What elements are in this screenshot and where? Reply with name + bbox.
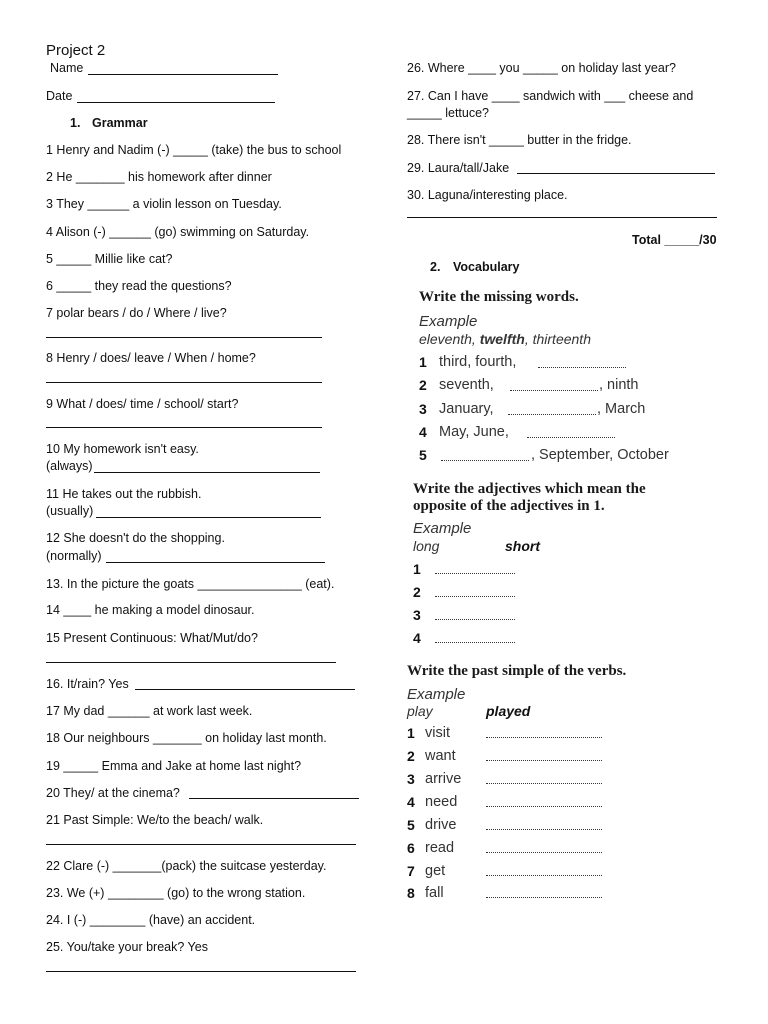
question-10: 10 My homework isn't easy. — [46, 442, 199, 456]
question-11: 11 He takes out the rubbish. — [46, 487, 202, 501]
name-label: Name — [50, 61, 84, 75]
ex3-blank-6[interactable] — [486, 852, 602, 853]
ex2-num-3: 3 — [413, 607, 421, 623]
exercise-2-example-answer: short — [505, 538, 540, 554]
ex2-num-2: 2 — [413, 584, 421, 600]
ex2-num-1: 1 — [413, 561, 421, 577]
answer-line-11[interactable] — [96, 517, 321, 518]
question-14: 14 ____ he making a model dinosaur. — [46, 603, 255, 617]
total-score: Total _____/30 — [632, 233, 717, 247]
vocabulary-heading: Vocabulary — [453, 260, 520, 274]
ex1-blank-5[interactable] — [441, 460, 529, 461]
answer-line-29[interactable] — [517, 173, 715, 174]
answer-line-12[interactable] — [106, 562, 325, 563]
question-22: 22 Clare (-) _______(pack) the suitcase yesterday. — [46, 859, 327, 873]
example-post: , thirteenth — [524, 331, 591, 347]
answer-line-16[interactable] — [135, 689, 355, 690]
question-24: 24. I (-) ________ (have) an accident. — [46, 913, 256, 927]
ex2-blank-1[interactable] — [435, 573, 515, 574]
ex1-num-5: 5 — [419, 447, 427, 463]
grammar-heading: Grammar — [92, 116, 148, 130]
question-16: 16. It/rain? Yes — [46, 677, 129, 691]
answer-line-20[interactable] — [189, 798, 359, 799]
question-21: 21 Past Simple: We/to the beach/ walk. — [46, 813, 264, 827]
ex1-text-4: May, June, — [439, 424, 509, 440]
question-5: 5 _____ Millie like cat? — [46, 252, 173, 266]
ex1-text-2: seventh, — [439, 377, 494, 393]
exercise-3-example-word: play — [407, 703, 433, 719]
ex1-num-1: 1 — [419, 354, 427, 370]
ex1-post-2: , ninth — [599, 377, 639, 393]
ex1-blank-2[interactable] — [510, 390, 598, 391]
exercise-2-example-word: long — [413, 538, 440, 554]
date-label: Date — [46, 89, 73, 103]
ex1-num-4: 4 — [419, 424, 427, 440]
question-12-hint: (normally) — [46, 549, 102, 563]
ex3-num-7: 7 — [407, 863, 415, 879]
ex3-blank-4[interactable] — [486, 806, 602, 807]
ex1-post-3: , March — [597, 401, 646, 417]
ex3-verb-7: get — [425, 863, 446, 879]
exercise-3-heading: Write the past simple of the verbs. — [407, 663, 627, 679]
ex3-blank-3[interactable] — [486, 783, 602, 784]
question-20: 20 They/ at the cinema? — [46, 786, 180, 800]
page-title: Project 2 — [46, 42, 106, 59]
ex3-num-2: 2 — [407, 748, 415, 764]
ex3-blank-8[interactable] — [486, 897, 602, 898]
question-13: 13. In the picture the goats _______________ (eat). — [46, 577, 335, 591]
exercise-2-heading-line1: Write the adjectives which mean the — [413, 481, 646, 497]
ex1-text-3: January, — [439, 401, 494, 417]
ex1-blank-4[interactable] — [527, 437, 615, 438]
question-15: 15 Present Continuous: What/Mut/do? — [46, 631, 258, 645]
ex2-blank-3[interactable] — [435, 619, 515, 620]
exercise-2-example-label: Example — [413, 520, 472, 537]
ex1-blank-1[interactable] — [538, 367, 626, 368]
ex3-num-5: 5 — [407, 817, 415, 833]
ex1-blank-3[interactable] — [508, 414, 596, 415]
question-26: 26. Where ____ you _____ on holiday last year? — [407, 61, 676, 75]
question-17: 17 My dad ______ at work last week. — [46, 704, 253, 718]
exercise-1-example-label: Example — [419, 313, 478, 330]
answer-line-10[interactable] — [94, 472, 320, 473]
exercise-3-example-label: Example — [407, 686, 466, 703]
ex3-verb-5: drive — [425, 817, 457, 833]
ex3-blank-2[interactable] — [486, 760, 602, 761]
answer-line-15[interactable] — [46, 662, 336, 663]
question-12: 12 She doesn't do the shopping. — [46, 531, 225, 545]
exercise-3-example-answer: played — [486, 703, 531, 719]
ex3-num-6: 6 — [407, 840, 415, 856]
vocabulary-heading-number: 2. — [430, 260, 441, 274]
example-pre: eleventh, — [419, 331, 480, 347]
question-3: 3 They ______ a violin lesson on Tuesday. — [46, 197, 282, 211]
question-10-hint: (always) — [46, 459, 93, 473]
question-23: 23. We (+) ________ (go) to the wrong station. — [46, 886, 306, 900]
answer-line-7[interactable] — [46, 337, 322, 338]
question-9: 9 What / does/ time / school/ start? — [46, 397, 239, 411]
question-2: 2 He _______ his homework after dinner — [46, 170, 272, 184]
ex3-blank-1[interactable] — [486, 737, 602, 738]
ex3-num-3: 3 — [407, 771, 415, 787]
ex1-post-5: , September, October — [531, 447, 669, 463]
answer-line-8[interactable] — [46, 382, 322, 383]
question-6: 6 _____ they read the questions? — [46, 279, 232, 293]
ex3-num-4: 4 — [407, 794, 415, 810]
question-30: 30. Laguna/interesting place. — [407, 188, 568, 202]
ex2-blank-4[interactable] — [435, 642, 515, 643]
question-8: 8 Henry / does/ leave / When / home? — [46, 351, 256, 365]
question-27-cont: _____ lettuce? — [407, 106, 490, 120]
grammar-heading-number: 1. — [70, 116, 81, 130]
question-7: 7 polar bears / do / Where / live? — [46, 306, 227, 320]
question-11-hint: (usually) — [46, 504, 94, 518]
ex3-blank-7[interactable] — [486, 875, 602, 876]
ex3-num-8: 8 — [407, 885, 415, 901]
ex3-num-1: 1 — [407, 725, 415, 741]
ex1-num-3: 3 — [419, 401, 427, 417]
ex3-verb-3: arrive — [425, 771, 462, 787]
answer-line-21[interactable] — [46, 844, 356, 845]
question-25: 25. You/take your break? Yes — [46, 940, 208, 954]
question-18: 18 Our neighbours _______ on holiday last month. — [46, 731, 327, 745]
ex1-num-2: 2 — [419, 377, 427, 393]
answer-line-25[interactable] — [46, 971, 356, 972]
question-28: 28. There isn't _____ butter in the fridge. — [407, 133, 632, 147]
ex3-verb-4: need — [425, 794, 458, 810]
ex3-verb-8: fall — [425, 885, 444, 901]
ex1-text-1: third, fourth, — [439, 354, 517, 370]
ex3-blank-5[interactable] — [486, 829, 602, 830]
ex3-verb-2: want — [425, 748, 456, 764]
question-1: 1 Henry and Nadim (-) _____ (take) the bus to school — [46, 143, 342, 157]
answer-line-9[interactable] — [46, 427, 322, 428]
exercise-2-heading-line2: opposite of the adjectives in 1. — [413, 498, 605, 514]
ex3-verb-6: read — [425, 840, 455, 856]
question-29: 29. Laura/tall/Jake — [407, 161, 510, 175]
exercise-1-heading: Write the missing words. — [419, 289, 579, 305]
question-19: 19 _____ Emma and Jake at home last night? — [46, 759, 302, 773]
example-answer: twelfth — [479, 331, 525, 347]
ex3-verb-1: visit — [425, 725, 450, 741]
ex2-blank-2[interactable] — [435, 596, 515, 597]
exercise-1-example — [419, 331, 591, 347]
ex2-num-4: 4 — [413, 630, 421, 646]
question-27: 27. Can I have ____ sandwich with ___ cheese and — [407, 89, 694, 103]
date-field[interactable] — [77, 102, 275, 103]
question-4: 4 Alison (-) ______ (go) swimming on Saturday. — [46, 225, 310, 239]
answer-line-30[interactable] — [407, 217, 717, 218]
name-field[interactable] — [88, 74, 278, 75]
